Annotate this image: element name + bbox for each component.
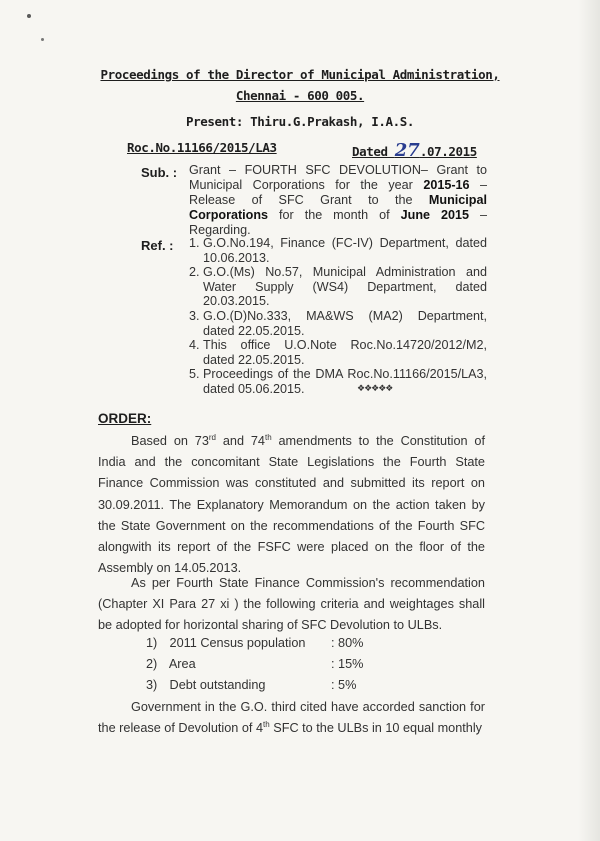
reference-item: 4. This office U.O.Note Roc.No.14720/2012/M2, dated 22.05.2015. <box>189 338 487 367</box>
criteria-item: 1) 2011 Census population : 80% <box>146 636 364 650</box>
order-paragraph-3: Government in the G.O. third cited have accorded sanction for the release of Devolution of 4th SFC to the ULBs in 10 equal monthly <box>98 700 485 736</box>
scan-speck <box>41 38 44 41</box>
reference-item: 2. G.O.(Ms) No.57, Municipal Administration and Water Supply (WS4) Department, dated 20.03.2015. <box>189 265 487 309</box>
header-line-1: Proceedings of the Director of Municipal Administration, <box>100 67 500 82</box>
reference-item: 5. Proceedings of the DMA Roc.No.11166/2015/LA3, dated 05.06.2015. <box>189 367 487 396</box>
subject-label: Sub. : <box>141 165 178 180</box>
reference-item: 1. G.O.No.194, Finance (FC-IV) Department, dated 10.06.2013. <box>189 236 487 265</box>
reference-label: Ref. : <box>141 238 174 253</box>
section-separator: ❖❖❖❖❖ <box>357 384 393 394</box>
order-paragraph-1: Based on 73rd and 74th amendments to the Constitution of India and the concomitant State Legislations the Fourth State Finance Commission was constituted and submitted its report on 30.09.2011. The Explanatory Memorandum on the action taken by the State Government on the recommendations of the Fourth SFC alongwith its report of the FSFC were placed on the floor of the Assembly on 14.05.2013. <box>98 432 485 576</box>
reference-item: 3. G.O.(D)No.333, MA&WS (MA2) Department, dated 22.05.2015. <box>189 308 487 338</box>
order-heading: ORDER: <box>98 411 152 426</box>
header-line-2: Chennai - 600 005. <box>235 88 365 103</box>
criteria-item: 2) Area : 15% <box>146 657 364 671</box>
subject-text: Grant – FOURTH SFC DEVOLUTION– Grant to Municipal Corporations for the year 2015-16 – Release of SFC Grant to the Municipal Corporations for the month of June 2015 – Regarding. <box>189 163 487 237</box>
roc-number: Roc.No.11166/2015/LA3 <box>127 140 277 155</box>
scan-speck <box>27 14 31 18</box>
handwritten-day: 27 <box>394 140 420 161</box>
present-line: Present: Thiru.G.Prakash, I.A.S. <box>185 114 415 129</box>
dated-line: Dated 27.07.2015 <box>352 140 477 161</box>
reference-list <box>189 236 487 397</box>
order-paragraph-2: As per Fourth State Finance Commission's recommendation (Chapter XI Para 27 xi ) the following criteria and weightages shall be adopted for horizontal sharing of SFC Devolution to ULBs. <box>98 576 485 633</box>
criteria-item: 3) Debt outstanding : 5% <box>146 678 357 692</box>
